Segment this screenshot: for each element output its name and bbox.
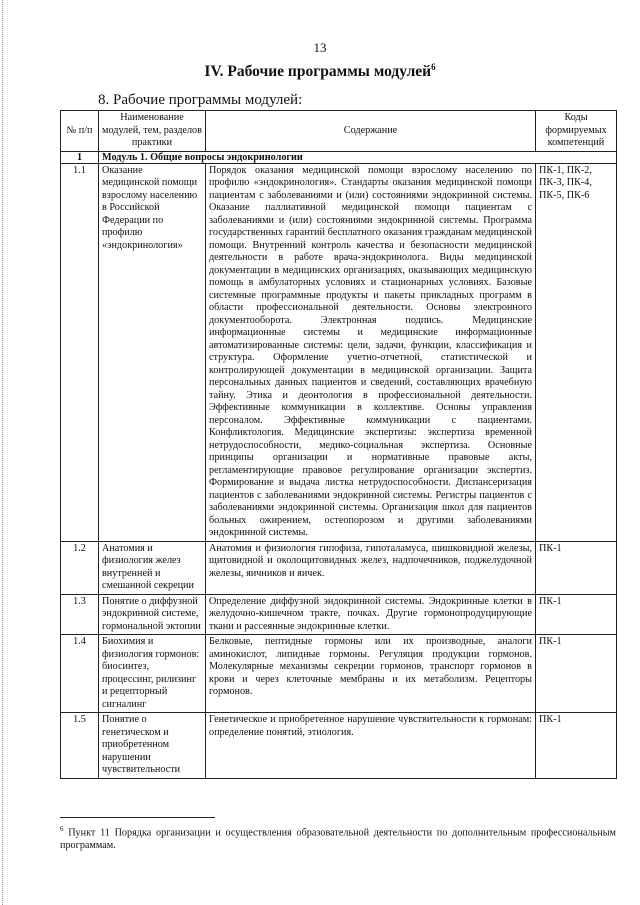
module-row — [61, 151, 617, 163]
footnote-separator — [60, 817, 215, 818]
header-name: Наименование модулей, тем, разделов практики — [99, 111, 206, 152]
module-title: Модуль 1. Общие вопросы эндокринологии — [99, 151, 617, 163]
row-num: 1.4 — [61, 635, 99, 713]
section-title — [0, 62, 640, 81]
modules-table — [60, 110, 617, 779]
row-name: Анатомия и физиология желез внутренней и смешанной секреции — [99, 541, 206, 594]
row-codes: ПК-1 — [536, 594, 617, 635]
module-num: 1 — [61, 151, 99, 163]
row-name: Оказание медицинской помощи взрослому населению в Российской Федерации по профилю «эндокринология» — [99, 163, 206, 541]
section-title-text: IV. Рабочие программы модулей — [204, 63, 432, 81]
header-content: Содержание — [206, 111, 536, 152]
row-content: Анатомия и физиология гипофиза, гипоталамуса, шишковидной железы, щитовидной и околощитовидных желез, надпочечников, поджелудочной железы, яичников и яичек. — [206, 541, 536, 594]
page-scan-edge — [2, 0, 4, 905]
row-content: Порядок оказания медицинской помощи взрослому населению по профилю «эндокринология». Стандарты оказания медицинской помощи пациентам с заболеваниями и (или) состояниями эндокринной системы. Оказание паллиативной медицинской помощи пациентам с заболеваниями и (или) состояниями эндокринной системы. Программа государственных гарантий бесплатного оказания гражданам медицинской помощи. Внутренний контроль качества и безопасности медицинской деятельности в работе врача-эндокринолога. Виды медицинской документации в медицинских организациях, оказывающих медицинскую помощь в амбулаторных условиях и стационарных условиях. Базовые системные программные продукты и пакеты прикладных программ в области профессиональной деятельности. Основы электронного документооборота. Электронная подпись. Медицинские информационные системы и медицинские информационные автоматизированные системы: цели, задачи, функции, классификация и структура. Оформление учетно-отчетной, статистической и контролирующей документации в медицинской организации. Защита персональных данных пациентов и сведений, составляющих врачебную тайну. Этика и деонтология в профессиональной деятельности. Эффективные коммуникации в коллективе. Основы управления персоналом. Эффективные коммуникации с пациентами. Конфликтология. Медицинские экспертизы: экспертиза временной нетрудоспособности, медико-социальная экспертиза. Основные принципы организации и нормативные правовые акты, регламентирующие правовое регулирование организации экспертиз. Формирование и выдача листка нетрудоспособности. Диспансеризация пациентов с заболеваниями эндокринной системы. Регистры пациентов с заболеваниями эндокринной системы. Организация школ для пациентов больных ожирением, остеопорозом и другими заболеваниями эндокринной системы. — [206, 163, 536, 541]
table-header-row — [61, 111, 617, 152]
table-row — [61, 163, 617, 541]
row-codes: ПК-1 — [536, 713, 617, 779]
table-row — [61, 594, 617, 635]
table-row — [61, 541, 617, 594]
row-num: 1.3 — [61, 594, 99, 635]
footnote — [60, 823, 616, 852]
row-codes: ПК-1, ПК-2, ПК-3, ПК-4, ПК-5, ПК-6 — [536, 163, 617, 541]
row-name: Понятие о генетическом и приобретенном нарушении чувствительности — [99, 713, 206, 779]
table-row — [61, 713, 617, 779]
row-name: Биохимия и физиология гормонов: биосинтез, процессинг, рилизинг и рецепторный сигналинг — [99, 635, 206, 713]
row-content: Генетическое и приобретенное нарушение чувствительности к гормонам: определение понятий, этиология. — [206, 713, 536, 779]
row-content: Определение диффузной эндокринной системы. Эндокринные клетки в желудочно-кишечном тракте, почках. Другие гормонопродуцирующие ткани и рассеянные эндокринные клетки. — [206, 594, 536, 635]
footnote-text: Пункт 11 Порядка организации и осуществления образовательной деятельности по дополнительным профессиональным программам. — [60, 827, 616, 852]
section-footnote-ref: 6 — [431, 62, 436, 72]
row-num: 1.5 — [61, 713, 99, 779]
row-content: Белковые, пептидные гормоны или их производные, аналоги аминокислот, липидные гормоны. Регуляция продукции гормонов. Молекулярные механизмы секреции гормонов, транспорт гормонов в крови и через клеточные мембраны и их метаболизм. Рецепторы гормонов. — [206, 635, 536, 713]
table-row — [61, 635, 617, 713]
row-codes: ПК-1 — [536, 635, 617, 713]
subsection-title: 8. Рабочие программы модулей: — [98, 92, 303, 108]
header-num: № п/п — [61, 111, 99, 152]
header-codes: Коды формируемых компетенций — [536, 111, 617, 152]
row-num: 1.1 — [61, 163, 99, 541]
row-name: Понятие о диффузной эндокринной системе, гормональной эктопии — [99, 594, 206, 635]
row-codes: ПК-1 — [536, 541, 617, 594]
footnote-mark: 6 — [60, 825, 64, 833]
row-num: 1.2 — [61, 541, 99, 594]
page-number: 13 — [313, 40, 327, 55]
